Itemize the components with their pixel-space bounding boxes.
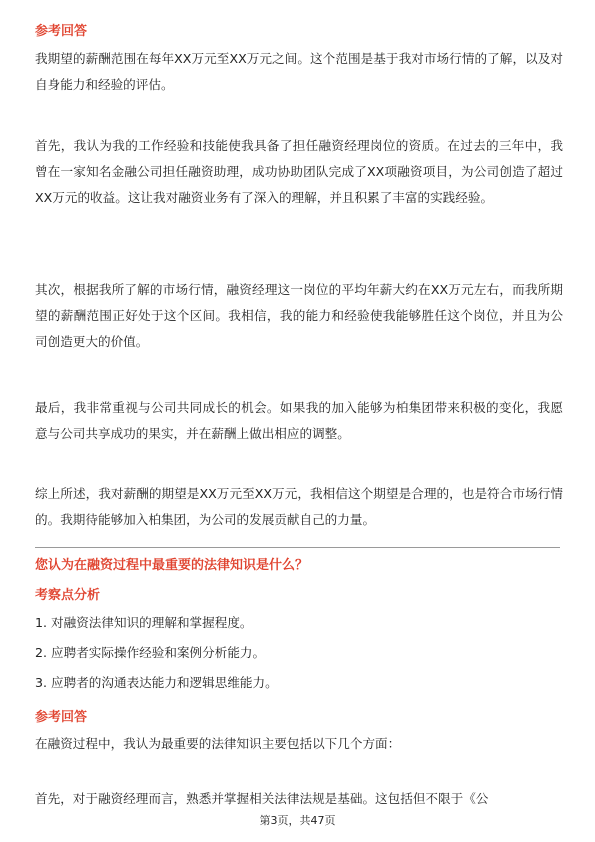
answer-paragraph-first-2: 首先，对于融资经理而言，熟悉并掌握相关法律法规是基础。这包括但不限于《公: [35, 791, 489, 806]
answer-paragraph-second: 其次，根据我所了解的市场行情，融资经理这一岗位的平均年薪大约在XX万元左右，而我所期望的薪酬范围正好处于这个区间。我相信，我的能力和经验使我能够胜任这个岗位，并且为公司创造更大的价值。: [35, 282, 563, 349]
reference-answer-heading: 参考回答: [35, 24, 88, 39]
analysis-heading: 考察点分析: [35, 588, 101, 603]
answer-paragraph-intro: 我期望的薪酬范围在每年XX万元至XX万元之间。这个范围是基于我对市场行情的了解，以及对自身能力和经验的评估。: [35, 51, 563, 92]
analysis-point: 1. 对融资法律知识的理解和掌握程度。: [35, 615, 253, 630]
answer-paragraph-first: 首先，我认为我的工作经验和技能使我具备了担任融资经理岗位的资质。在过去的三年中，我曾在一家知名金融公司担任融资助理，成功协助团队完成了XX项融资项目，为公司创造了超过XX万元的收益。这让我对融资业务有了深入的理解，并且积累了丰富的实践经验。: [35, 138, 563, 205]
answer-paragraph-last: 最后，我非常重视与公司共同成长的机会。如果我的加入能够为柏集团带来积极的变化，我愿意与公司共享成功的果实，并在薪酬上做出相应的调整。: [35, 400, 563, 441]
reference-answer-heading-2: 参考回答: [35, 710, 88, 725]
analysis-point: 2. 应聘者实际操作经验和案例分析能力。: [35, 645, 266, 660]
interview-question: 您认为在融资过程中最重要的法律知识是什么？: [35, 558, 309, 573]
answer-paragraph-intro-2: 在融资过程中，我认为最重要的法律知识主要包括以下几个方面：: [35, 736, 401, 751]
answer-paragraph-summary: 综上所述，我对薪酬的期望是XX万元至XX万元，我相信这个期望是合理的，也是符合市场行情的。我期待能够加入柏集团，为公司的发展贡献自己的力量。: [35, 486, 563, 527]
analysis-point: 3. 应聘者的沟通表达能力和逻辑思维能力。: [35, 675, 278, 690]
section-divider: [35, 547, 560, 548]
page-number: 第3页，共47页: [259, 814, 336, 827]
